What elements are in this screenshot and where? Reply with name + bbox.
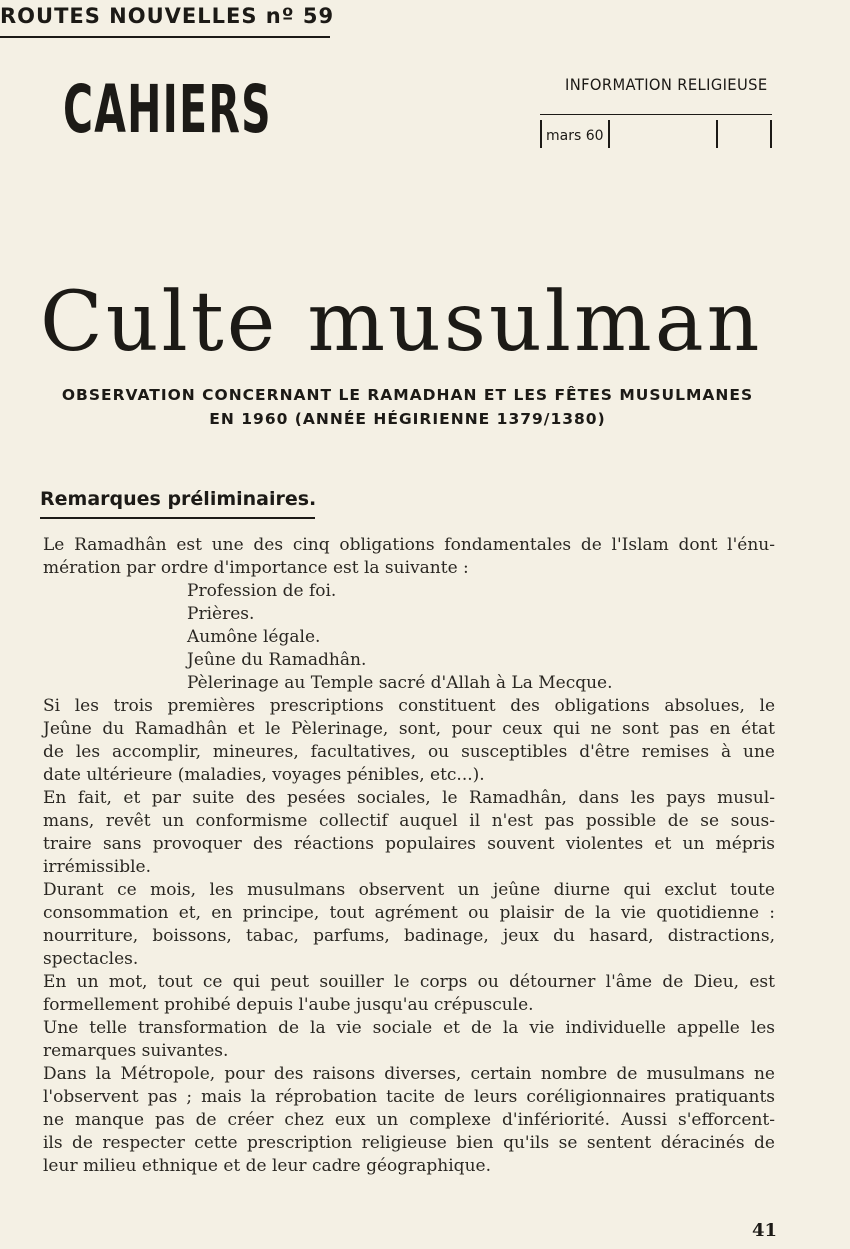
body-line: En un mot, tout ce qui peut souiller le corps ou détourner l'âme de Dieu, est [43, 972, 775, 992]
body-line: leur milieu ethnique et de leur cadre géographique. [43, 1156, 491, 1176]
body-line: Durant ce mois, les musulmans observent un jeûne diurne qui exclut toute [43, 880, 775, 900]
body-line: Une telle transformation de la vie sociale et de la vie individuelle appelle les [43, 1018, 775, 1038]
subtitle-line-1: OBSERVATION CONCERNANT LE RAMADHAN ET LES FÊTES MUSULMANES [61, 386, 754, 404]
body-line: de les accomplir, mineures, facultatives, ou susceptibles d'être remises à une [43, 742, 775, 762]
body-line: irrémissible. [43, 857, 151, 877]
date-box [540, 114, 772, 148]
series-title: ROUTES NOUVELLES nº 59 [0, 4, 335, 28]
body-line: date ultérieure (maladies, voyages pénibles, etc...). [43, 765, 485, 785]
section-rule [40, 517, 315, 519]
body-line: l'observent pas ; mais la réprobation tacite de leurs coréligionnaires pratiquants [43, 1087, 775, 1107]
body-line: remarques suivantes. [43, 1041, 229, 1061]
body-line: mération par ordre d'importance est la suivante : [43, 558, 469, 578]
section-heading: Remarques préliminaires. [40, 488, 317, 510]
list-item: Jeûne du Ramadhân. [187, 650, 367, 670]
issue-date: mars 60 [546, 128, 604, 144]
body-line: mans, revêt un conformisme collectif auquel il n'est pas possible de se sous- [43, 811, 775, 831]
body-line: ils de respecter cette prescription religieuse bien qu'ils se sentent déracinés de [43, 1133, 775, 1153]
body-text [43, 534, 775, 1178]
information-label: INFORMATION RELIGIEUSE [565, 75, 768, 94]
body-line: nourriture, boissons, tabac, parfums, badinage, jeux du hasard, distractions, [43, 926, 775, 946]
list-item: Profession de foi. [187, 581, 337, 601]
page-number: 41 [752, 1220, 778, 1241]
body-line: consommation et, en principe, tout agrément ou plaisir de la vie quotidienne : [43, 903, 775, 923]
body-line: ne manque pas de créer chez eux un complexe d'infériorité. Aussi s'efforcent- [43, 1110, 775, 1130]
body-line: formellement prohibé depuis l'aube jusqu'au crépuscule. [43, 995, 534, 1015]
body-line: Le Ramadhân est une des cinq obligations fondamentales de l'Islam dont l'énu- [43, 535, 775, 555]
body-line: En fait, et par suite des pesées sociales, le Ramadhân, dans les pays musul- [43, 788, 775, 808]
list-item: Aumône légale. [187, 627, 321, 647]
body-line: spectacles. [43, 949, 139, 969]
cahiers-heading: CAHIERS [63, 71, 272, 148]
body-line: traire sans provoquer des réactions populaires souvent violentes et un mépris [43, 834, 775, 854]
series-rule [0, 36, 330, 38]
list-item: Prières. [187, 604, 255, 624]
subtitle [40, 383, 775, 431]
body-line: Jeûne du Ramadhân et le Pèlerinage, sont, pour ceux qui ne sont pas en état [43, 719, 775, 739]
subtitle-line-2: EN 1960 (ANNÉE HÉGIRIENNE 1379/1380) [209, 410, 606, 428]
page-title: Culte musulman [40, 275, 763, 370]
list-item: Pèlerinage au Temple sacré d'Allah à La Mecque. [187, 673, 613, 693]
body-line: Si les trois premières prescriptions constituent des obligations absolues, le [43, 696, 775, 716]
body-line: Dans la Métropole, pour des raisons diverses, certain nombre de musulmans ne [43, 1064, 775, 1084]
